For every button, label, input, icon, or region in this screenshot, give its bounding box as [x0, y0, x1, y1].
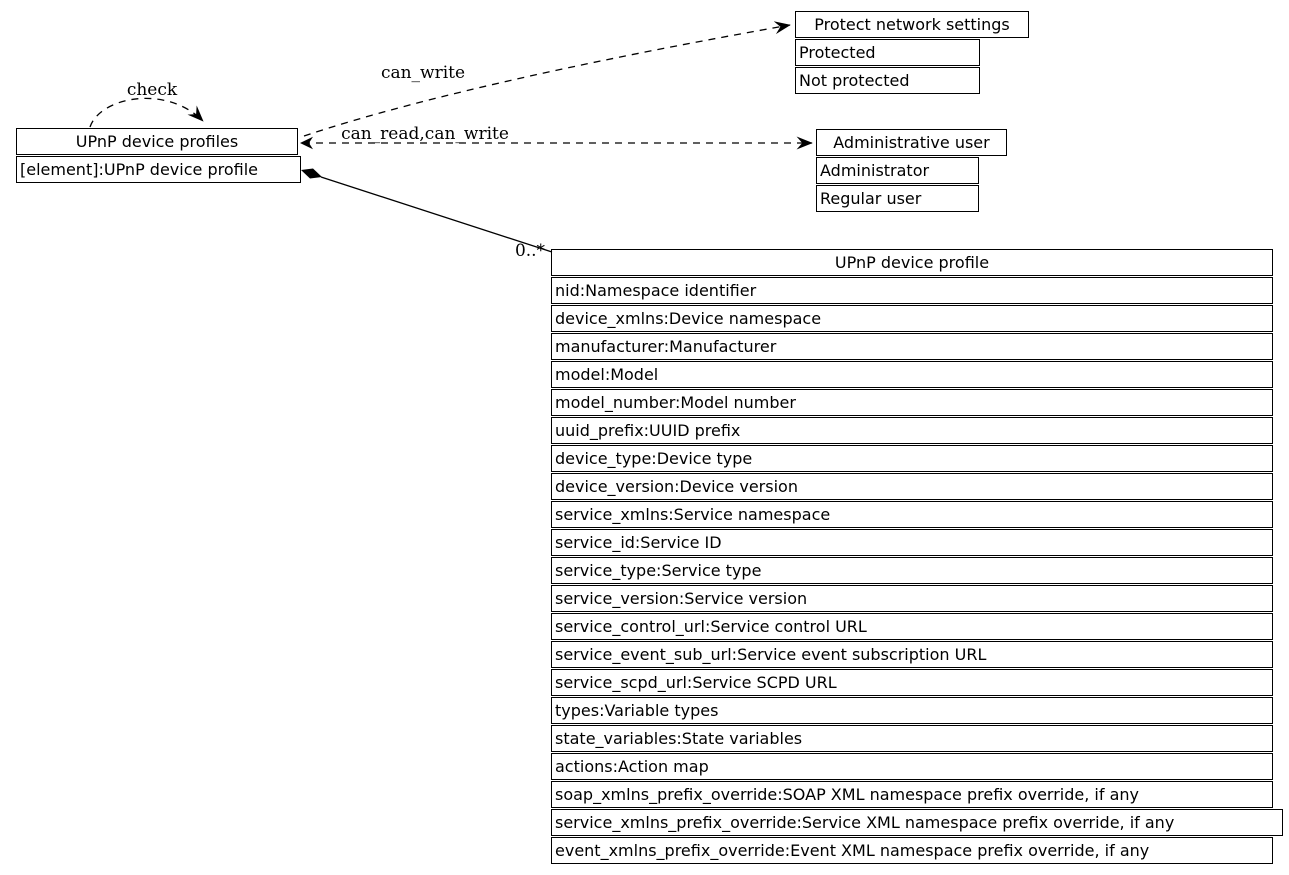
- class-box-administrative-user: [816, 129, 1007, 212]
- field-row: soap_xmlns_prefix_override:SOAP XML namespace prefix override, if any: [551, 781, 1273, 808]
- field-row: state_variables:State variables: [551, 725, 1273, 752]
- field-row: device_version:Device version: [551, 473, 1273, 500]
- field-row: device_type:Device type: [551, 445, 1273, 472]
- field-row: service_type:Service type: [551, 557, 1273, 584]
- class-title-protect-network-settings: Protect network settings: [795, 11, 1029, 38]
- composition-diamond: [301, 169, 322, 179]
- field-row: nid:Namespace identifier: [551, 277, 1273, 304]
- field-row: model_number:Model number: [551, 389, 1273, 416]
- arrowhead-left: [300, 137, 313, 149]
- field-row: model:Model: [551, 361, 1273, 388]
- class-rows: [551, 277, 1283, 864]
- edge-label-multiplicity: 0..*: [514, 241, 546, 261]
- edge-composition: [321, 177, 552, 252]
- field-row: actions:Action map: [551, 753, 1273, 780]
- field-row: manufacturer:Manufacturer: [551, 333, 1273, 360]
- field-row: service_xmlns:Service namespace: [551, 501, 1273, 528]
- edge-label-can-write: can_write: [380, 63, 466, 83]
- class-rows: [16, 156, 301, 183]
- field-row: uuid_prefix:UUID prefix: [551, 417, 1273, 444]
- field-row: service_control_url:Service control URL: [551, 613, 1273, 640]
- class-title-administrative-user: Administrative user: [816, 129, 1007, 156]
- field-row: service_id:Service ID: [551, 529, 1273, 556]
- field-row: Administrator: [816, 157, 979, 184]
- field-row: device_xmlns:Device namespace: [551, 305, 1273, 332]
- field-row: Regular user: [816, 185, 979, 212]
- field-row: types:Variable types: [551, 697, 1273, 724]
- class-title-upnp-device-profile: UPnP device profile: [551, 249, 1273, 276]
- class-box-upnp-device-profiles: [16, 128, 301, 183]
- field-row: Not protected: [795, 67, 980, 94]
- edge-check: [90, 98, 203, 127]
- field-row: Protected: [795, 39, 980, 66]
- field-row: service_version:Service version: [551, 585, 1273, 612]
- class-box-protect-network-settings: [795, 11, 1029, 94]
- field-row: service_scpd_url:Service SCPD URL: [551, 669, 1273, 696]
- field-row: [element]:UPnP device profile: [16, 156, 301, 183]
- edge-label-can-read-can-write: can_read,can_write: [341, 124, 509, 144]
- edge-label-check: check: [126, 80, 178, 100]
- class-rows: [816, 157, 1007, 212]
- field-row: service_xmlns_prefix_override:Service XML namespace prefix override, if any: [551, 809, 1283, 836]
- class-title-upnp-device-profiles: UPnP device profiles: [16, 128, 298, 155]
- class-box-upnp-device-profile: [551, 249, 1283, 864]
- class-rows: [795, 39, 1029, 94]
- field-row: service_event_sub_url:Service event subscription URL: [551, 641, 1273, 668]
- field-row: event_xmlns_prefix_override:Event XML namespace prefix override, if any: [551, 837, 1273, 864]
- edge-can-write: [304, 25, 790, 136]
